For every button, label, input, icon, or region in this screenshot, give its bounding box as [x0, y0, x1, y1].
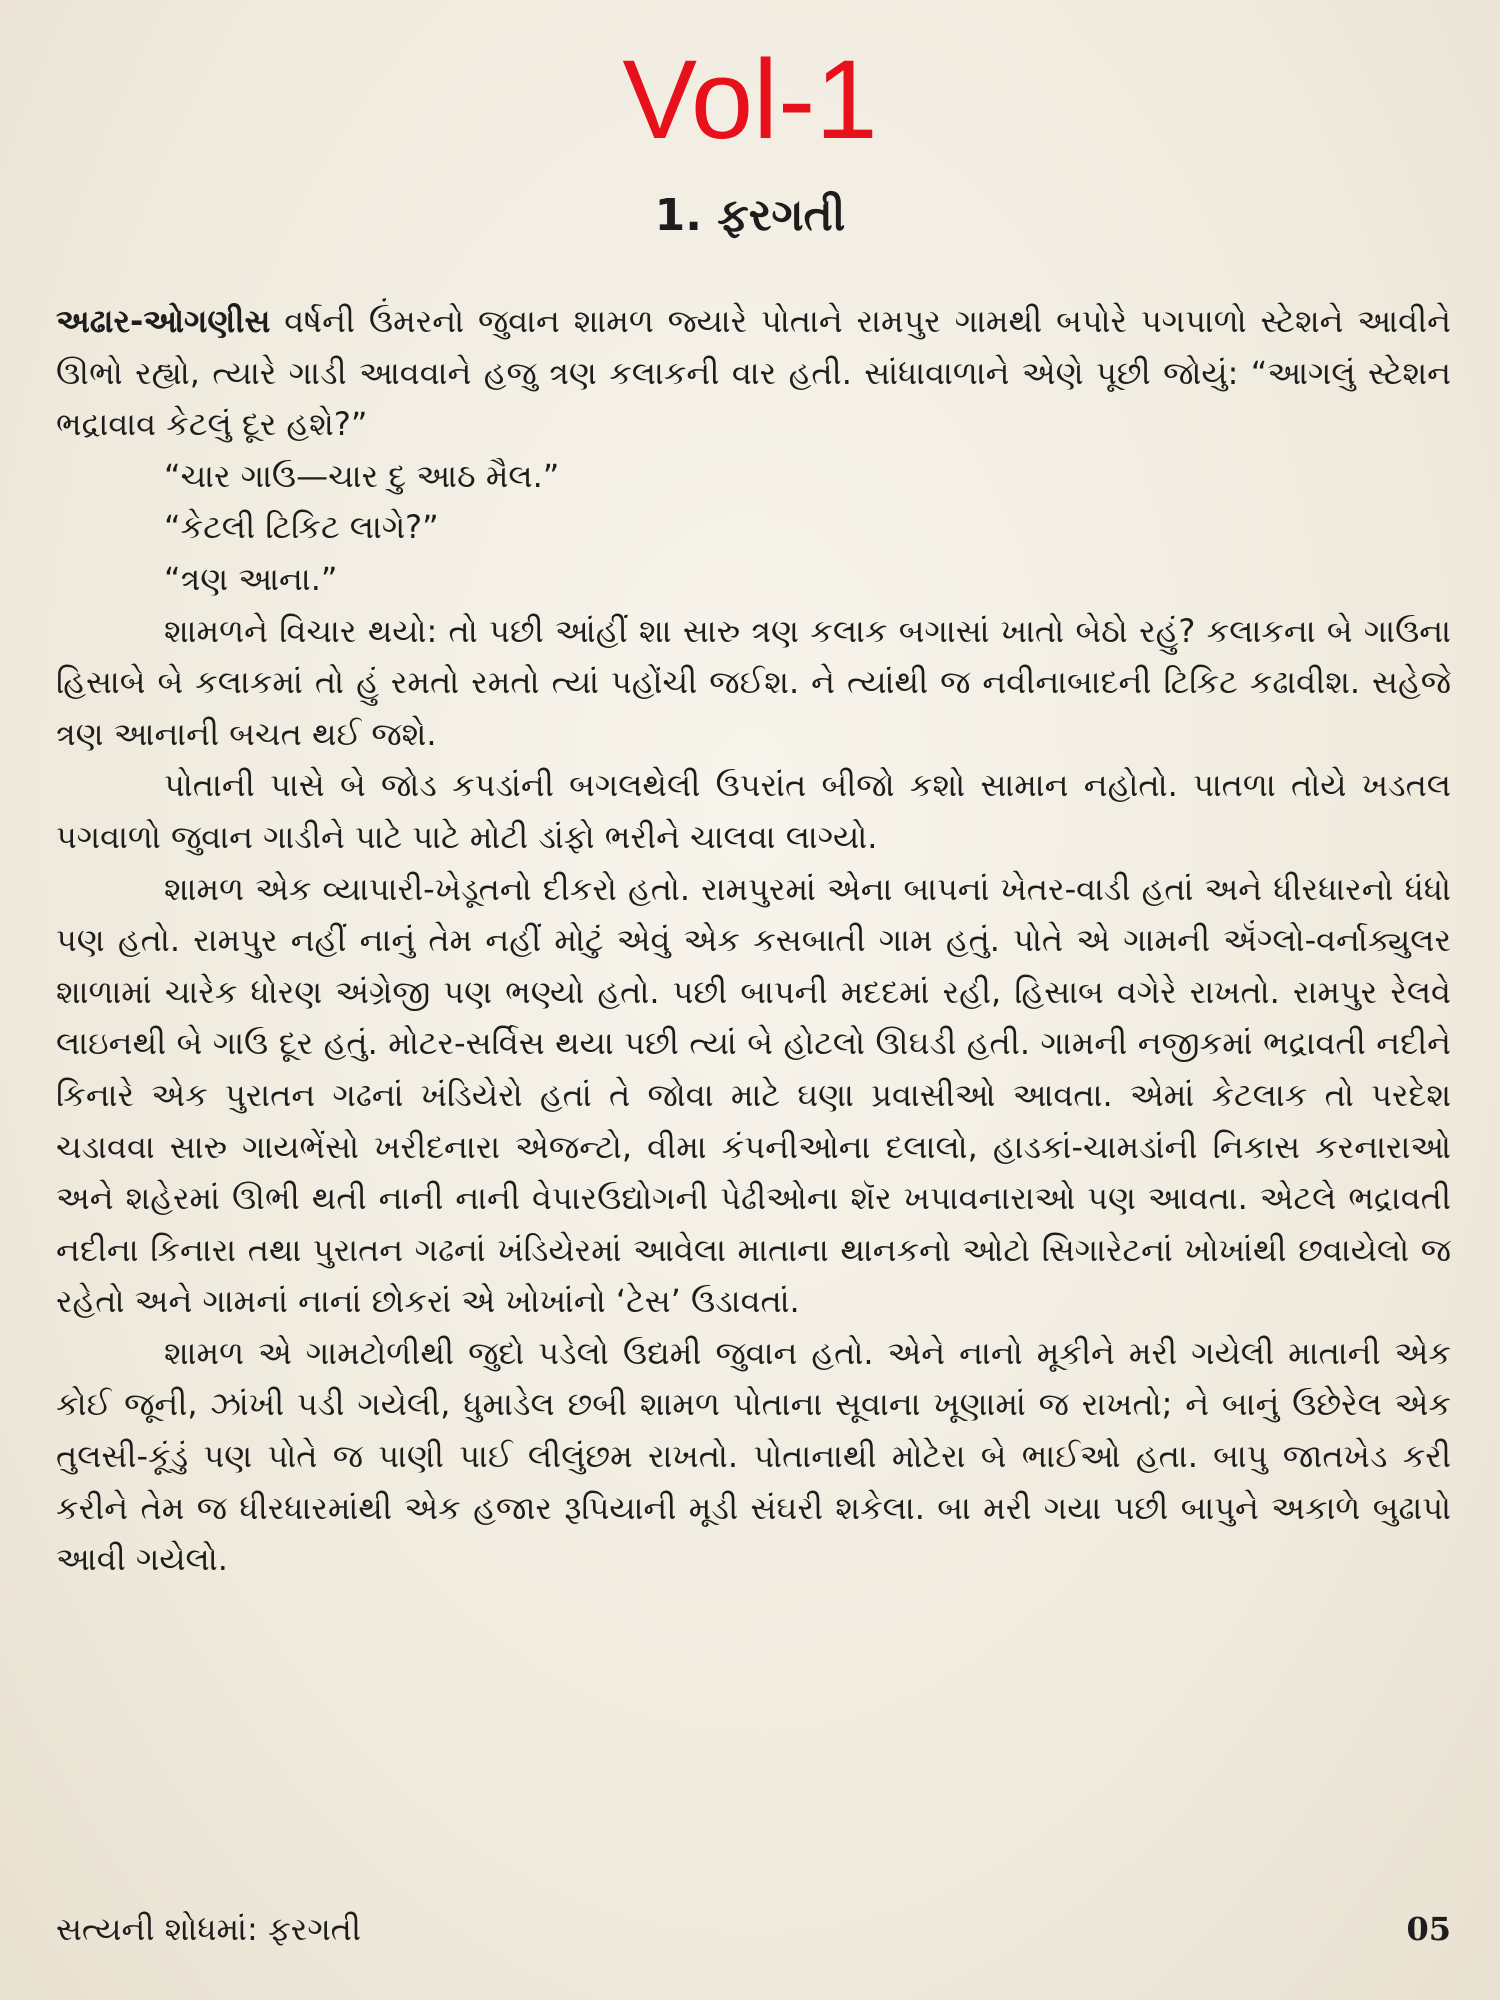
paragraph: “ત્રણ આના.” — [164, 559, 338, 598]
paragraph: “કેટલી ટિકિટ લાગે?” — [164, 508, 439, 547]
paragraph: શામળ એ ગામટોળીથી જુદો પડેલો ઉદ્યમી જુવાન હતો. એને નાનો મૂકીને મરી ગયેલી માતાની એક કોઈ જૂની, ઝાંખી પડી ગયેલી, ધુમાડેલ છબી શામળ પોતાના સૂવાના ખૂણામાં જ રાખતો; ને બાનું ઉછેરેલ એક તુલસી-કૂંડું પણ પોતે જ પાણી પાઈ લીલુંછમ રાખતો. પોતાનાથી મોટેરા બે ભાઈઓ હતા. બાપુ જાતખેડ કરી કરીને તેમ જ ધીરધારમાંથી એક હજાર રૂપિયાની મૂડી સંઘરી શકેલા. બા મરી ગયા પછી બાપુને અકાળે બુઢાપો આવી ગયેલો. — [56, 1333, 1451, 1579]
chapter-title: 1. ફરગતી — [654, 190, 846, 241]
volume-label: Vol-1 — [622, 37, 878, 162]
page-footer — [56, 1905, 1451, 1953]
paragraph: શામળ એક વ્યાપારી-ખેડૂતનો દીકરો હતો. રામપુરમાં એના બાપનાં ખેતર-વાડી હતાં અને ધીરધારનો ધંધો પણ હતો. રામપુર નહીં નાનું તેમ નહીં મોટું એવું એક કસબાતી ગામ હતું. પોતે એ ગામની ઍંગ્લો-વર્નાક્યુલર શાળામાં ચારેક ધોરણ અંગ્રેજી પણ ભણ્યો હતો. પછી બાપની મદદમાં રહી, હિસાબ વગેરે રાખતો. રામપુર રેલવે લાઇનથી બે ગાઉ દૂર હતું. મોટર-સર્વિસ થયા પછી ત્યાં બે હોટલો ઊઘડી હતી. ગામની નજીકમાં ભદ્રાવતી નદીને કિનારે એક પુરાતન ગઢનાં ખંડિયેરો હતાં તે જોવા માટે ઘણા પ્રવાસીઓ આવતા. એમાં કેટલાક તો પરદેશ ચડાવવા સારુ ગાયભેંસો ખરીદનારા એજન્ટો, વીમા કંપનીઓના દલાલો, હાડકાં-ચામડાંની નિકાસ કરનારાઓ અને શહેરમાં ઊભી થતી નાની નાની વેપારઉદ્યોગની પેઢીઓના શૅર ખપાવનારાઓ પણ આવતા. એટલે ભદ્રાવતી નદીના કિનારા તથા પુરાતન ગઢનાં ખંડિયેરમાં આવેલા માતાના થાનકનો ઓટો સિગારેટનાં ખોખાંથી છવાયેલો જ રહેતો અને ગામનાં નાનાં છોકરાં એ ખોખાંનો ‘ટેસ’ ઉડાવતાં. — [56, 869, 1451, 1321]
paragraph-text: વર્ષની ઉંમરનો જુવાન શામળ જ્યારે પોતાને રામપુર ગામથી બપોરે પગપાળો સ્ટેશને આવીને ઊભો રહ્યો, ત્યારે ગાડી આવવાને હજુ ત્રણ કલાકની વાર હતી. સાંધાવાળાને એણે પૂછી જોયું: “આગલું સ્ટેશન ભદ્રાવાવ કેટલું દૂર હશે?” — [56, 302, 1451, 444]
paragraph: “ચાર ગાઉ—ચાર દુ આઠ મૈલ.” — [164, 456, 560, 495]
paragraph: પોતાની પાસે બે જોડ કપડાંની બગલથેલી ઉપરાંત બીજો કશો સામાન નહોતો. પાતળા તોયે ખડતલ પગવાળો જુવાન ગાડીને પાટે પાટે મોટી ડાંફો ભરીને ચાલવા લાગ્યો. — [56, 766, 1451, 856]
running-footer-title: સત્યની શોધમાં: ફરગતી — [56, 1910, 362, 1948]
paragraph: શામળને વિચાર થયો: તો પછી આંહીં શા સારુ ત્રણ કલાક બગાસાં ખાતો બેઠો રહું? કલાકના બે ગાઉના હિસાબે બે કલાકમાં તો હું રમતો રમતો ત્યાં પહોંચી જઈશ. ને ત્યાંથી જ નવીનાબાદની ટિકિટ કઢાવીશ. સહેજે ત્રણ આનાની બચત થઈ જશે. — [56, 611, 1451, 753]
paragraph — [56, 296, 1451, 451]
chapter-body — [56, 296, 1451, 1586]
paragraph-lead-word: અઢાર-ઓગણીસ — [56, 302, 271, 340]
page-number: 05 — [1406, 1910, 1451, 1948]
